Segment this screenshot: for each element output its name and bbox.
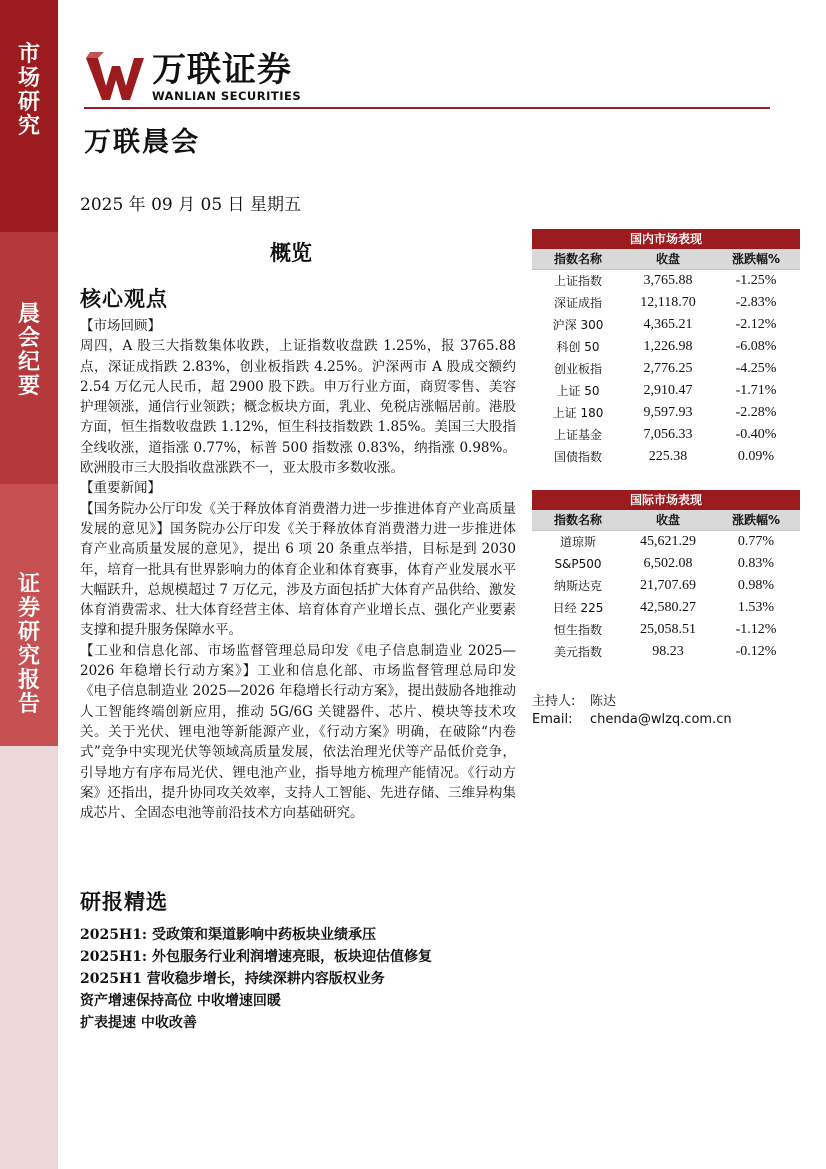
host-name: 陈达: [590, 694, 617, 709]
close-value-cell: 1,226.98: [643, 339, 693, 354]
table-row: [532, 597, 800, 619]
change-pct-cell: -2.28%: [735, 405, 777, 420]
close-value-cell: 12,118.70: [640, 295, 696, 310]
news-item-1: 【国务院办公厅印发《关于释放体育消费潜力进一步推进体育产业高质量发展的意见》】国务院办公厅印发《关于释放体育消费潜力进一步推进体育产业高质量发展的意见》，提出 6 项 20 条重点举措，目标是到 2030 年，培育一批具有世界影响力的体育企业和体育赛事，体育产业发展水平大幅跃升，总规模超过 7 万亿元，涉及方面包括扩大体育产品供给、激发体育消费需求、壮大体育经营主体、培育体育产业增长点、强化产业要素支撑和提升服务保障水平。: [80, 500, 516, 639]
close-value-cell: 2,776.25: [643, 361, 693, 376]
change-pct-cell: -2.83%: [735, 295, 777, 310]
change-pct-cell: -0.40%: [735, 427, 777, 442]
brand-name-en: WANLIAN SECURITIES: [152, 89, 302, 103]
core-view-body: [80, 316, 516, 823]
email-label: Email:: [532, 712, 573, 727]
close-value-cell: 2,910.47: [643, 383, 693, 398]
email-line: [532, 712, 732, 727]
market-review-label: 【市场回顾】: [80, 318, 161, 334]
change-pct-cell: 0.09%: [737, 449, 775, 464]
close-value-cell: 45,621.29: [640, 534, 696, 549]
research-picks-heading: 研报精选: [80, 889, 168, 914]
market-review-text: 周四，A 股三大指数集体收跌，上证指数收盘跌 1.25%，报 3765.88 点，深证成指跌 2.83%，创业板指跌 4.25%。沪深两市 A 股成交额约 2.54 万亿元人民币，超 2900 股下跌。申万行业方面，商贸零售、美容护理领涨，通信行业领跌；概念板块方面，乳业、免税店涨幅居前。港股方面，恒生指数收盘跌 1.12%，恒生科技指数跌 1.85%。美国三大股指全线收涨，道指涨 0.77%，标普 500 指数涨 0.83%，纳指涨 0.98%。欧洲股市三大股指收盘涨跌不一，亚太股市多数收涨。: [80, 338, 516, 477]
report-title: 万联晨会: [84, 127, 200, 158]
table-row: [532, 446, 800, 468]
header-divider: [84, 107, 770, 109]
close-value-cell: 25,058.51: [640, 622, 696, 637]
table-row: [532, 402, 800, 424]
index-name-cell: 科创 50: [556, 340, 600, 354]
brand-name-cn: 万联证券: [152, 50, 292, 90]
change-pct-cell: -2.12%: [735, 317, 777, 332]
change-pct-cell: 1.53%: [737, 600, 775, 615]
close-value-cell: 9,597.93: [643, 405, 693, 420]
change-pct-cell: 0.77%: [737, 534, 775, 549]
domestic-market-table: [532, 229, 800, 468]
index-name-cell: S&P500: [554, 557, 602, 571]
index-name-cell: 日经 225: [552, 601, 604, 615]
change-pct-cell: -0.12%: [735, 644, 777, 659]
change-pct-cell: -6.08%: [735, 339, 777, 354]
core-view-heading: 核心观点: [80, 286, 168, 311]
sidebar-label-morning-notes: 晨 会 纪 要: [17, 301, 40, 399]
table-row: [532, 531, 800, 553]
sidebar-bottom-block: [0, 484, 58, 746]
research-item[interactable]: 资产增速保持高位 中收增速回暖: [80, 993, 281, 1009]
index-name-cell: 上证 50: [556, 384, 600, 398]
table-row: [532, 424, 800, 446]
index-name-cell: 创业板指: [553, 362, 602, 376]
domestic-table-header: 指数名称 收盘 涨跌幅%: [532, 249, 800, 270]
sidebar-mid-block: [0, 232, 58, 484]
host-line: [532, 690, 616, 709]
research-item[interactable]: 2025H1: 外包服务行业利润增速亮眼，板块迎估值修复: [80, 949, 432, 965]
host-label: 主持人:: [532, 694, 576, 709]
index-name-cell: 纳斯达克: [553, 579, 602, 593]
international-table-header: 指数名称 收盘 涨跌幅%: [532, 510, 800, 531]
index-name-cell: 道琼斯: [559, 535, 596, 549]
news-label: 【重要新闻】: [80, 480, 161, 497]
close-value-cell: 42,580.27: [640, 600, 696, 615]
close-value-cell: 98.23: [652, 644, 684, 659]
index-name-cell: 深证成指: [553, 296, 602, 310]
change-pct-cell: -1.71%: [735, 383, 777, 398]
index-name-cell: 上证指数: [553, 274, 602, 288]
research-item[interactable]: 扩表提速 中收改善: [80, 1015, 197, 1031]
sidebar-label-market-research: 市 场 研 究: [17, 41, 40, 139]
table-row: [532, 641, 800, 663]
table-row: [532, 314, 800, 336]
table-row: [532, 270, 800, 292]
change-pct-cell: -4.25%: [735, 361, 777, 376]
close-value-cell: 6,502.08: [643, 556, 693, 571]
change-pct-cell: -1.12%: [735, 622, 777, 637]
news-item-2: 【工业和信息化部、市场监督管理总局印发《电子信息制造业 2025—2026 年稳增长行动方案》】工业和信息化部、市场监督管理总局印发《电子信息制造业 2025—2026 年稳增长行动方案》，提出鼓励各地推动人工智能终端创新应用，推动 5G/6G 关键器件、芯片、模块等技术攻关。关于光伏、锂电池等新能源产业，《行动方案》明确，在破除“内卷式”竞争中实现光伏等领域高质量发展，依法治理光伏等产品低价竞争，引导地方有序布局光伏、锂电池产业，指导地方梳理产能情况。《行动方案》还指出，提升协同攻关效率，支持人工智能、先进存储、三维异构集成芯片、全固态电池等前沿技术方向基础研究。: [80, 642, 516, 822]
index-name-cell: 上证基金: [553, 428, 602, 442]
sidebar-top-block: [0, 0, 58, 232]
report-date: 2025 年 09 月 05 日 星期五: [80, 195, 301, 215]
international-table-title: 国际市场表现: [532, 490, 800, 510]
close-value-cell: 4,365.21: [643, 317, 693, 332]
change-pct-cell: 0.98%: [737, 578, 775, 593]
international-market-table: [532, 490, 800, 663]
table-row: [532, 619, 800, 641]
index-name-cell: 美元指数: [553, 645, 602, 659]
table-row: [532, 358, 800, 380]
table-row: [532, 336, 800, 358]
left-sidebar: [0, 0, 58, 1169]
close-value-cell: 21,707.69: [640, 578, 696, 593]
wanlian-logo-icon: [84, 52, 146, 104]
table-row: [532, 292, 800, 314]
email-link[interactable]: chenda@wlzq.com.cn: [590, 712, 732, 727]
table-row: [532, 380, 800, 402]
domestic-table-title: 国内市场表现: [532, 229, 800, 249]
table-row: [532, 553, 800, 575]
research-item[interactable]: 2025H1 营收稳步增长，持续深耕内容版权业务: [80, 971, 385, 987]
close-value-cell: 7,056.33: [643, 427, 693, 442]
table-row: [532, 575, 800, 597]
index-name-cell: 恒生指数: [553, 623, 602, 637]
sidebar-label-securities-report: 证 券 研 究 报 告: [17, 571, 40, 717]
close-value-cell: 225.38: [648, 449, 688, 464]
change-pct-cell: 0.83%: [737, 556, 775, 571]
index-name-cell: 国债指数: [553, 450, 602, 464]
change-pct-cell: -1.25%: [735, 273, 777, 288]
overview-heading: 概览: [270, 240, 312, 265]
close-value-cell: 3,765.88: [643, 273, 693, 288]
index-name-cell: 沪深 300: [552, 318, 604, 332]
index-name-cell: 上证 180: [552, 406, 604, 420]
research-item[interactable]: 2025H1: 受政策和渠道影响中药板块业绩承压: [80, 927, 376, 943]
